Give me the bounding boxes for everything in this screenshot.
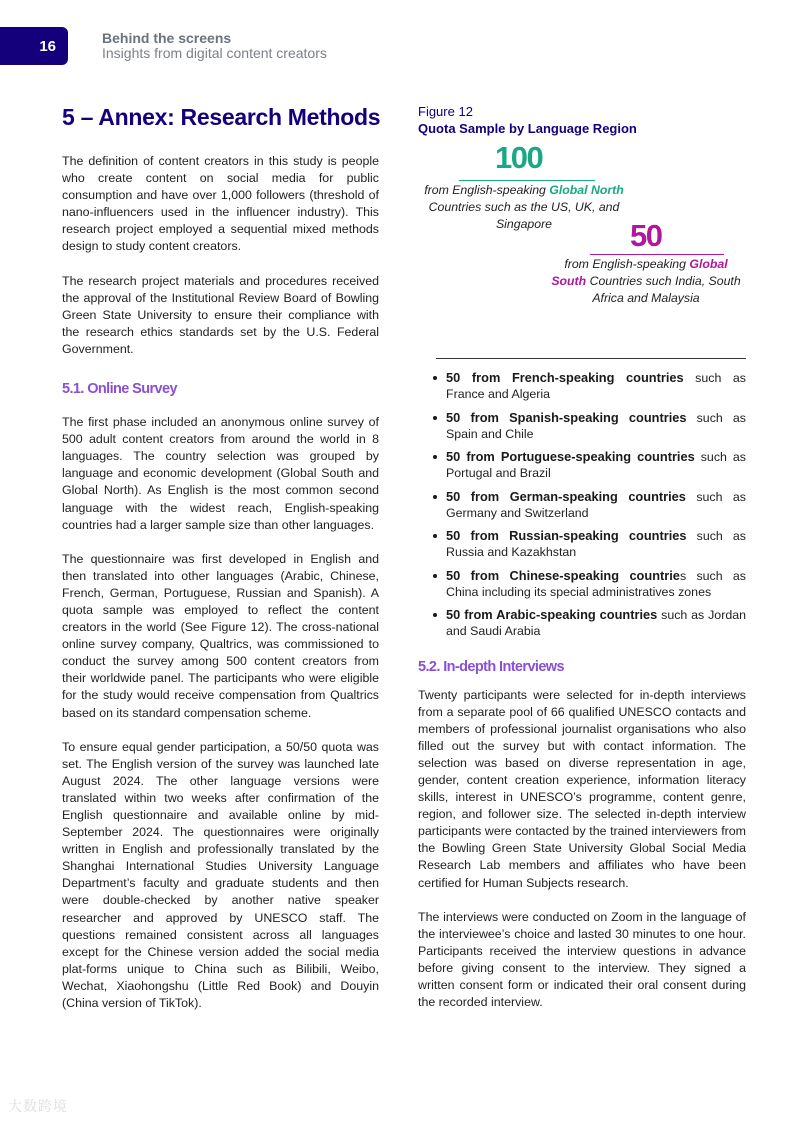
global-south-count: 50 <box>630 218 662 253</box>
survey-paragraph-1: The first phase included an anonymous online survey of 500 adult content creators from around the world in 8 languages. The country selection was grouped by language and economic development (Global South and Global North). As English is the most common second language with the widest reach, English-speaking countries had a larger sample size than other languages. <box>62 415 379 532</box>
figure-divider <box>436 358 746 359</box>
watermark-logo <box>8 1096 68 1116</box>
left-column <box>62 104 379 1012</box>
global-north-rule <box>459 180 595 181</box>
section-title: 5 – Annex: Research Methods <box>62 104 381 130</box>
survey-paragraph-3: To ensure equal gender participation, a 50/50 quota was set. The English version of the survey was launched late August 2024. The other language versions were translated within two weeks after confirmation of the English questionnaire and available online by mid- September 2024. The questionnaires were originally written in English and professionally translated by the Shanghai International Studies University Language Department’s faculty and graduate students and then were double-checked by another native speaker researcher and approved by UNESCO staff. The questions remained consistent across all languages except for the Chinese version added the social media plat-forms unique to China such as Bilibili, Weibo, Wechat, Xiaohongshu (Little Red Book) and Douyin (China version of TikTok). <box>62 739 379 1011</box>
global-north-count: 100 <box>495 140 543 175</box>
list-item: 50 from Portuguese-speaking countries such as Portugal and Brazil <box>446 449 746 481</box>
figure-title: Quota Sample by Language Region <box>418 121 637 136</box>
global-north-description: from English-speaking Global North Countries such as the US, UK, and Singapore <box>424 183 624 231</box>
global-south-rule <box>590 254 724 255</box>
intro-paragraph-2: The research project materials and procedures received the approval of the Institutional Review Board of Bowling Green State University to ensure their compliance with the research ethics standards set by the U.S. Federal Government. <box>62 273 379 356</box>
watermark-text: 大数跨境 <box>8 1098 68 1114</box>
page-number: 16 <box>39 37 56 55</box>
figure-label: Figure 12 <box>418 104 473 119</box>
in-depth-interviews-heading: 5.2. In-depth Interviews <box>418 658 564 675</box>
publication-subtitle: Insights from digital content creators <box>102 45 327 61</box>
publication-title: Behind the screens <box>102 30 232 46</box>
list-item: 50 from Spanish-speaking countries such as Spain and Chile <box>446 409 746 441</box>
online-survey-heading: 5.1. Online Survey <box>62 381 177 398</box>
interviews-paragraph-1: Twenty participants were selected for in-depth interviews from a separate pool of 66 qualified UNESCO contacts and members of professional journalist organisations who also filled out the survey but with contact information. The selection was based on diverse representation in age, gender, content creation experience, information literacy skills, interest in UNESCO’s programme, content genre, region, and follower size. The selected in-depth interview participants were contacted by the trained interviewers from the Bowling Green State University Global Social Media Research Lab members and affiliates who have been certified for Human Subjects research. <box>418 687 746 890</box>
right-column <box>418 104 746 1011</box>
quota-figure <box>418 138 746 358</box>
intro-paragraph-1: The definition of content creators in this study is people who create content on social media for public consumption and have over 1,000 followers (threshold of nano-influencers used in the influencer industry). This research project employed a sequential mixed methods design to study content creators. <box>62 154 379 254</box>
interviews-paragraph-2: The interviews were conducted on Zoom in the language of the interviewee’s choice and lasted 30 minutes to one hour. Participants received the interview questions in advance before giving consent to the interview. They signed a written consent form or indicated their oral consent during the recorded interview. <box>418 909 746 1010</box>
language-quota-list <box>418 370 746 640</box>
list-item: 50 from Russian-speaking countries such as Russia and Kazakhstan <box>446 528 747 560</box>
list-item: 50 from Chinese-speaking countries such as China including its special administratives zones <box>446 567 747 599</box>
page-number-badge <box>0 27 68 65</box>
survey-paragraph-2: The questionnaire was first developed in English and then translated into other languages (Arabic, Chinese, French, German, Portuguese, Russian and Spanish). A quota sample was employed to reflect the content creators in the world (See Figure 12). The cross-national online survey company, Qualtrics, was commissioned to conduct the survey among 500 content creators from their worldwide panel. The participants who were eligible for the study would receive compensation from Qualtrics based on its standard compensation scheme. <box>62 551 379 720</box>
list-item: 50 from Arabic-speaking countries such as Jordan and Saudi Arabia <box>446 607 746 639</box>
global-south-description: from English-speaking Global South Countries such India, South Africa and Malaysia <box>551 257 741 305</box>
list-item: 50 from French-speaking countries such as France and Algeria <box>446 370 746 402</box>
list-item: 50 from German-speaking countries such as Germany and Switzerland <box>446 488 746 520</box>
running-header <box>102 31 327 61</box>
